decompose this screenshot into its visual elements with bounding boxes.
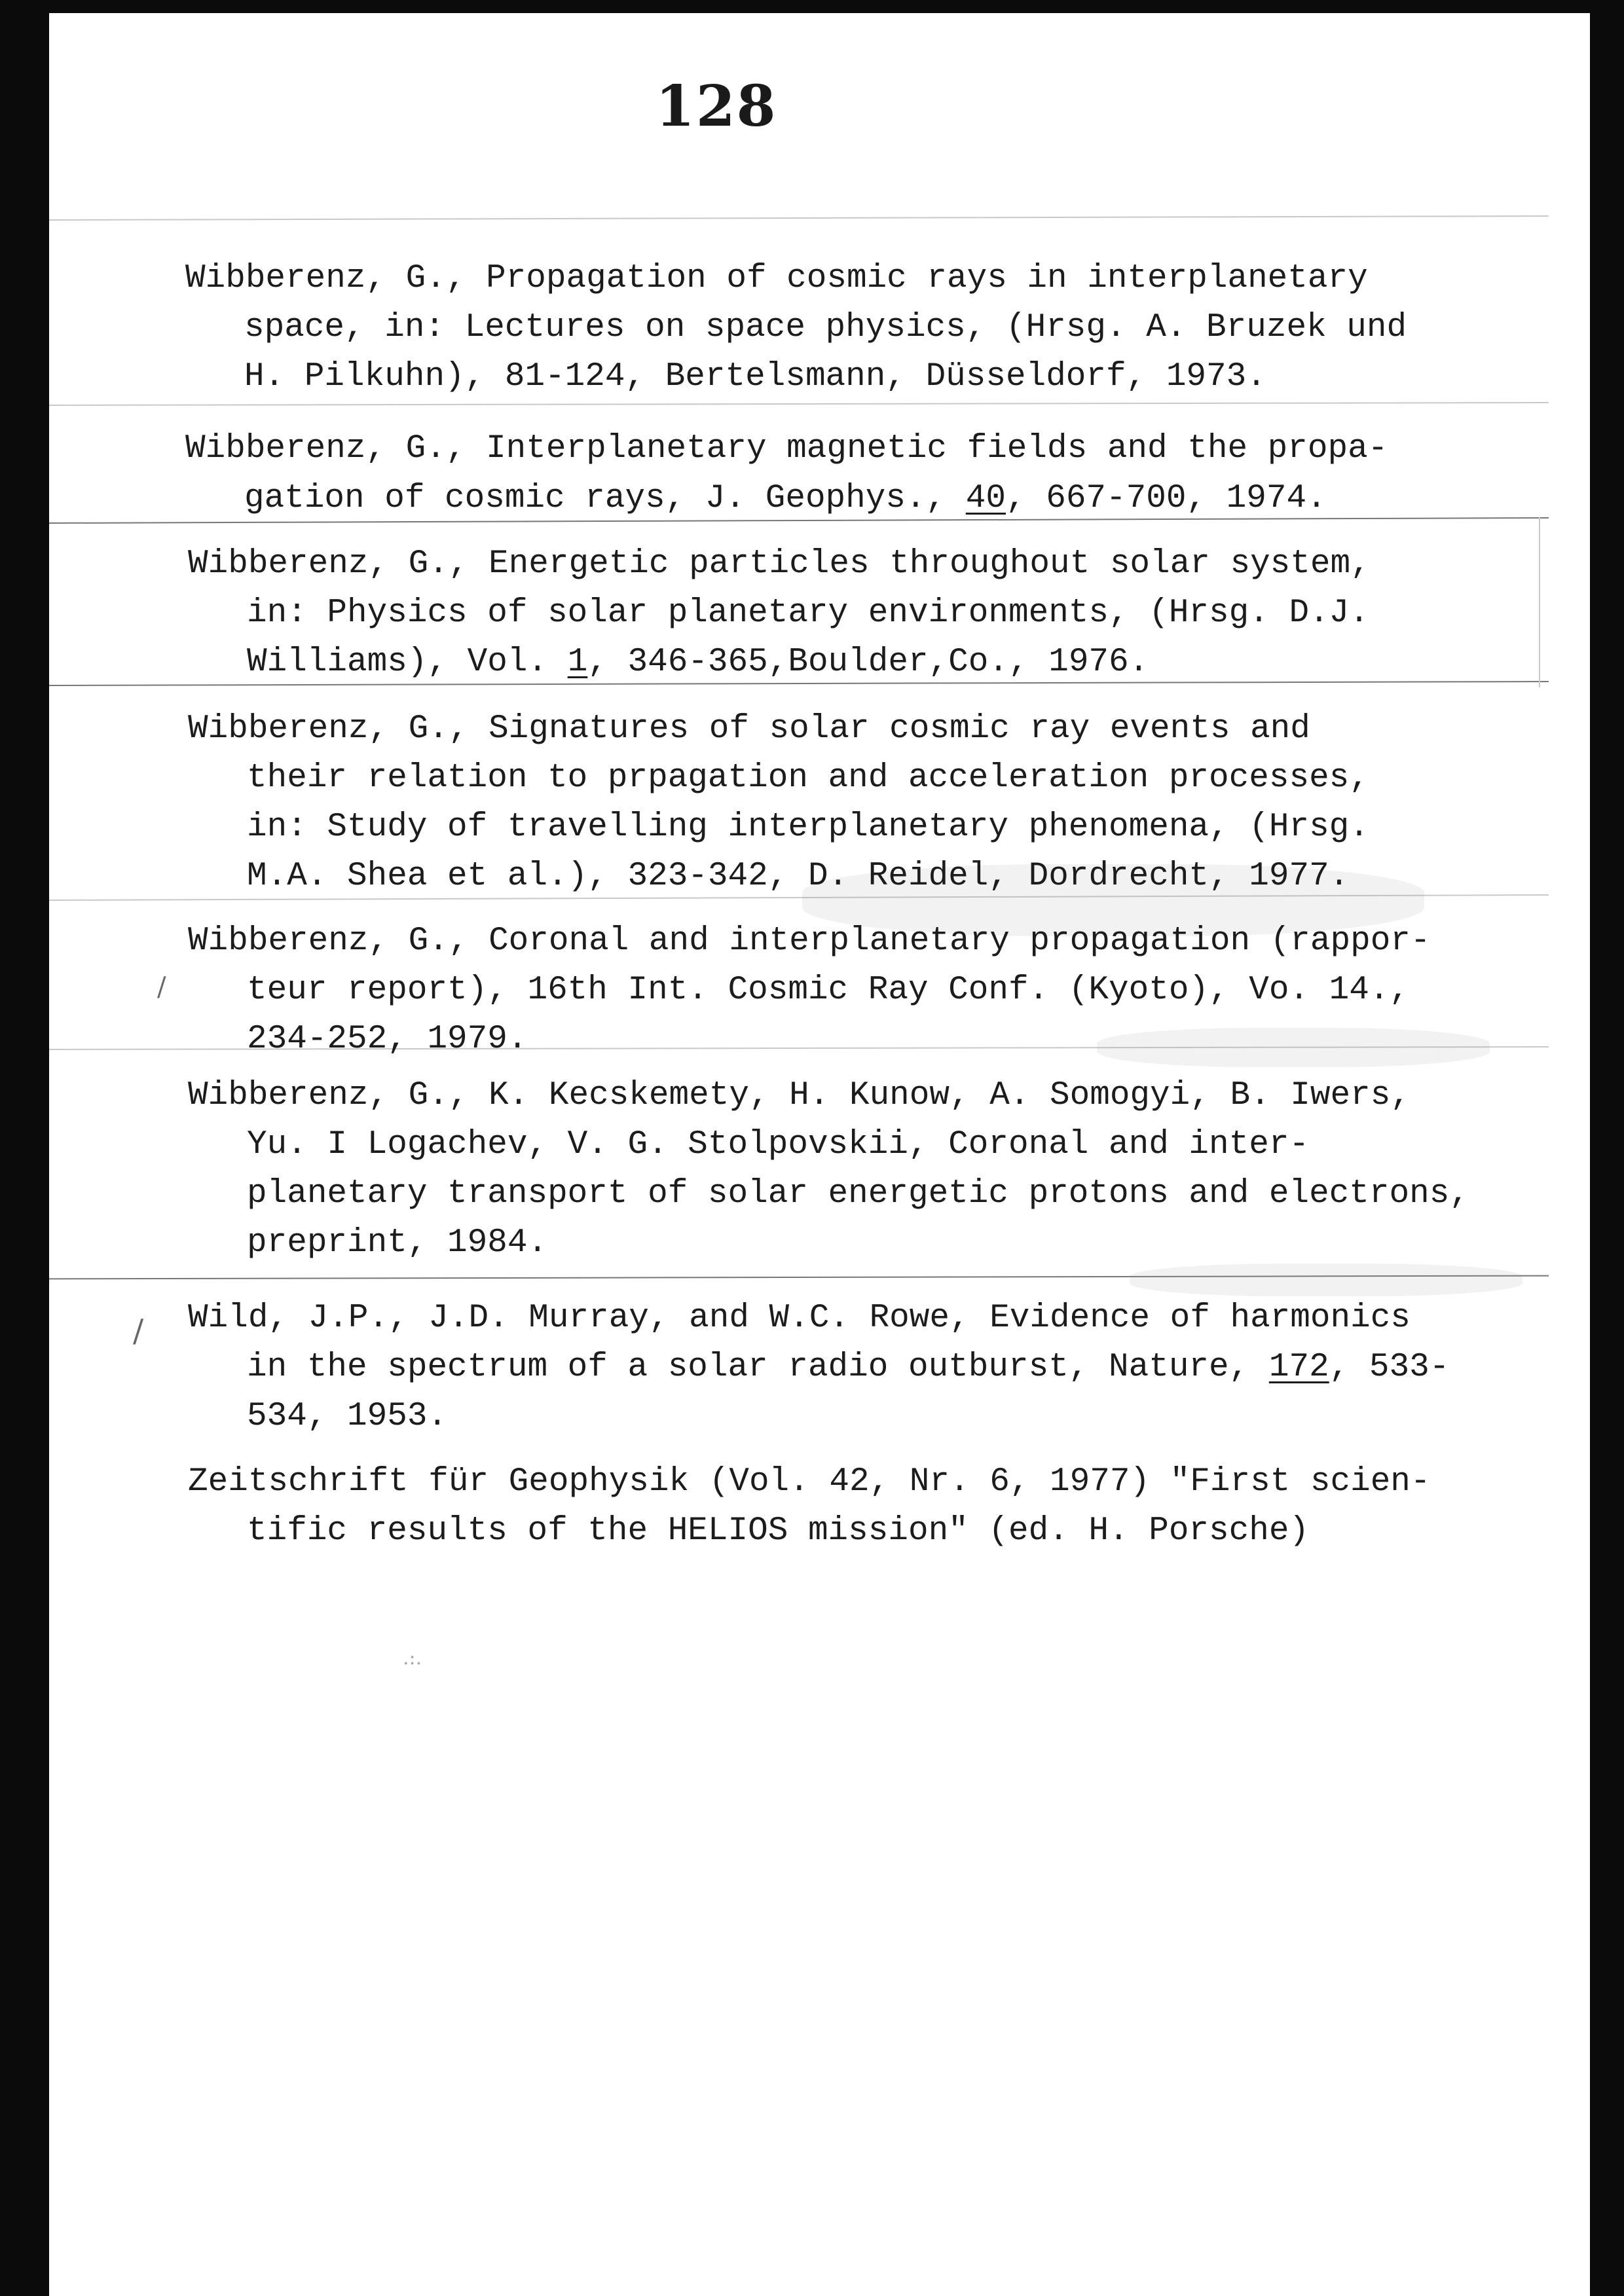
page-number: 128 xyxy=(655,73,777,139)
volume-number: 40 xyxy=(965,480,1006,517)
reference-line: H. Pilkuhn), 81-124, Bertelsmann, Düsseldorf, 1973. xyxy=(244,358,1266,395)
reference-list xyxy=(49,13,1590,2296)
reference-line: Wibberenz, G., K. Kecskemety, H. Kunow, A. Somogyi, B. Iwers, xyxy=(188,1077,1411,1114)
reference-line: in: Physics of solar planetary environments, (Hrsg. D.J. xyxy=(247,594,1369,632)
reference-line: Wibberenz, G., Energetic particles throughout solar system, xyxy=(188,545,1371,583)
reference-line: in the spectrum of a solar radio outburst, Nature, 172, 533- xyxy=(247,1349,1450,1386)
scan-speck: .:. xyxy=(403,1647,422,1669)
reference-line: Zeitschrift für Geophysik (Vol. 42, Nr. 6, 1977) "First scien- xyxy=(188,1463,1431,1501)
reference-line: Yu. I Logachev, V. G. Stolpovskii, Coronal and inter- xyxy=(247,1126,1310,1163)
reference-line: Wibberenz, G., Propagation of cosmic rays in interplanetary xyxy=(185,260,1368,297)
reference-line: planetary transport of solar energetic protons and electrons, xyxy=(247,1175,1469,1212)
reference-line: space, in: Lectures on space physics, (Hrsg. A. Bruzek und xyxy=(244,309,1407,346)
reference-line: 534, 1953. xyxy=(247,1398,448,1435)
reference-line: Wild, J.P., J.D. Murray, and W.C. Rowe, Evidence of harmonics xyxy=(188,1300,1411,1337)
reference-line: 234-252, 1979. xyxy=(247,1021,528,1058)
volume-number: 1 xyxy=(567,644,588,681)
reference-line: Williams), Vol. 1, 346-365,Boulder,Co., 1976. xyxy=(247,644,1149,681)
reference-line: in: Study of travelling interplanetary phenomena, (Hrsg. xyxy=(247,809,1369,846)
reference-line: preprint, 1984. xyxy=(247,1224,548,1262)
reference-line: teur report), 16th Int. Cosmic Ray Conf. (Kyoto), Vo. 14., xyxy=(247,972,1410,1009)
reference-line: Wibberenz, G., Signatures of solar cosmic ray events and xyxy=(188,710,1310,748)
reference-line: tific results of the HELIOS mission" (ed. H. Porsche) xyxy=(247,1512,1310,1550)
reference-line: Wibberenz, G., Coronal and interplanetary propagation (rappor- xyxy=(188,922,1431,960)
reference-line: their relation to prpagation and acceleration processes, xyxy=(247,759,1369,797)
paper-sheet xyxy=(49,13,1590,2296)
reference-line: Wibberenz, G., Interplanetary magnetic fields and the propa- xyxy=(185,430,1388,467)
reference-line: M.A. Shea et al.), 323-342, D. Reidel, Dordrecht, 1977. xyxy=(247,858,1350,895)
volume-number: 172 xyxy=(1268,1349,1329,1386)
margin-mark: / xyxy=(133,1313,144,1349)
margin-mark: / xyxy=(157,972,166,1002)
reference-line: gation of cosmic rays, J. Geophys., 40, 667-700, 1974. xyxy=(244,480,1327,517)
